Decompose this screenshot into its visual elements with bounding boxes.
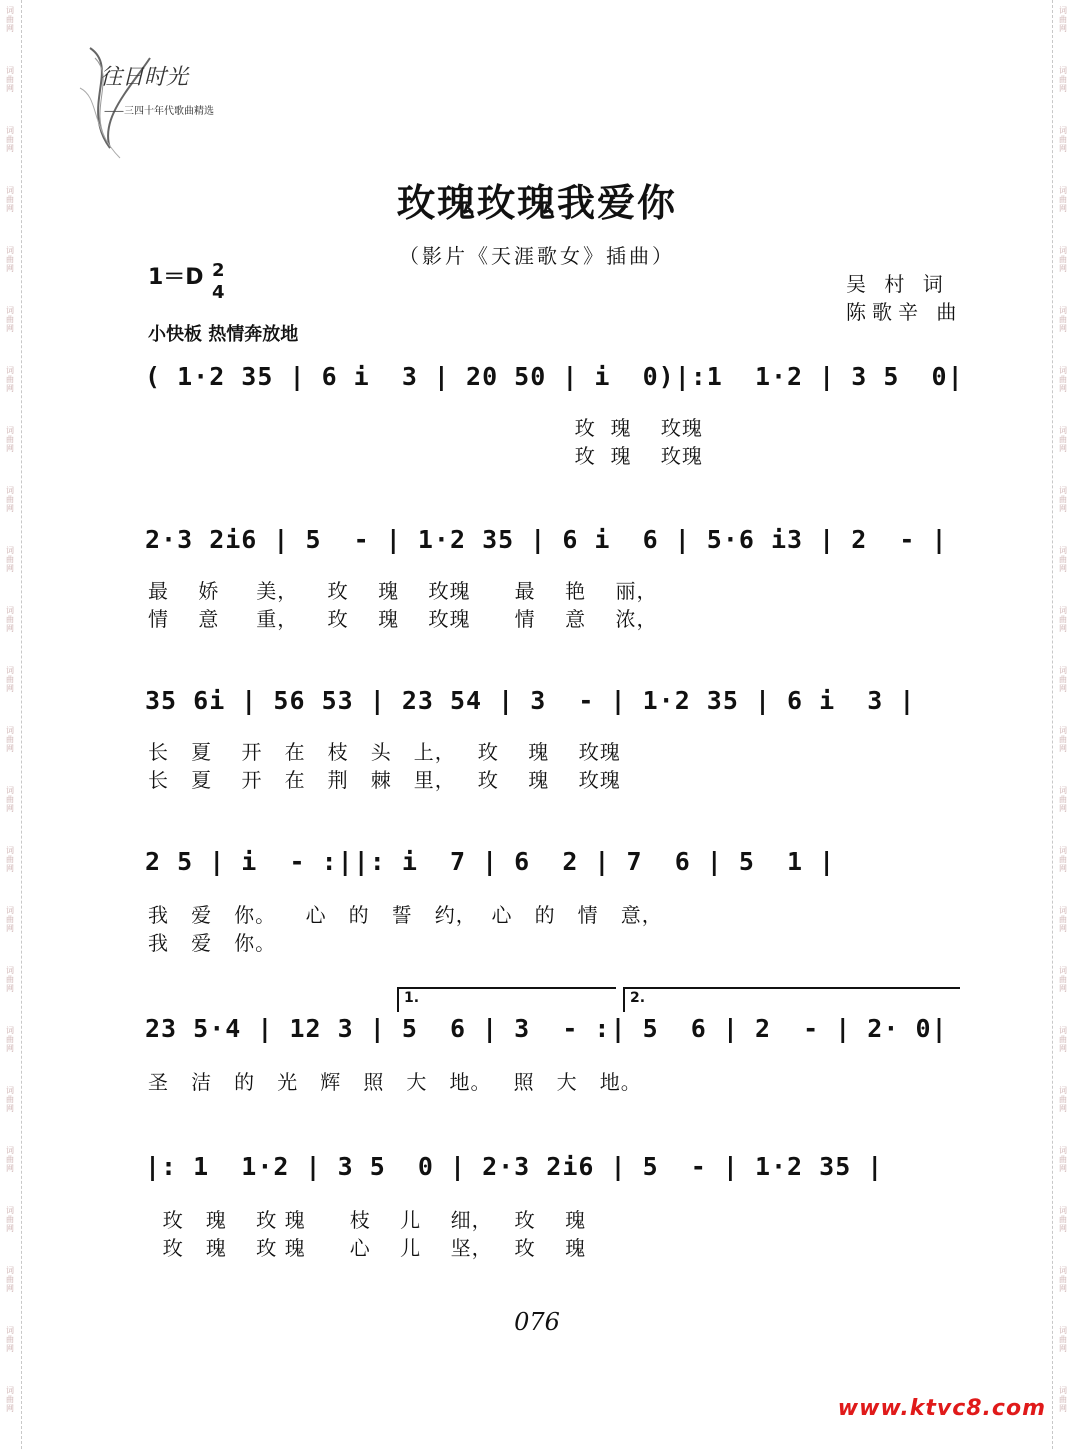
watermark-mark: 词 曲 网 — [1059, 966, 1067, 993]
volta-1-label: 1. — [404, 990, 420, 1006]
watermark-mark: 词 曲 网 — [1059, 6, 1067, 33]
watermark-mark: 词 曲 网 — [1059, 786, 1067, 813]
watermark-mark: 词 曲 网 — [1059, 1026, 1067, 1053]
lyric-line-1: 最 娇 美， 玫 瑰 玫瑰 最 艳 丽， — [148, 579, 658, 603]
watermark-mark: 词 曲 网 — [1059, 126, 1067, 153]
watermark-mark: 词 曲 网 — [6, 726, 14, 753]
notation-line: 23 5·4 | 12 3 | 5 6 | 3 - :| 5 6 | 2 - | 2· 0| — [145, 1014, 948, 1043]
watermark-mark: 词 曲 网 — [6, 846, 14, 873]
watermark-mark: 词 曲 网 — [1059, 1326, 1067, 1353]
notation-line: 2 5 | i - :||: i 7 | 6 2 | 7 6 | 5 1 | — [145, 847, 836, 876]
lyric-line-2: 玫 瑰 玫瑰 — [148, 444, 703, 468]
watermark-mark: 词 曲 网 — [6, 1386, 14, 1413]
watermark-mark: 词 曲 网 — [1059, 306, 1067, 333]
lyric-line-2: 长 夏 开 在 荆 棘 里， 玫 瑰 玫瑰 — [148, 768, 621, 792]
lyricist-credit: 吴 村 词 — [846, 272, 949, 296]
volta-brackets — [0, 984, 1074, 1014]
time-bottom: 4 — [212, 282, 225, 303]
watermark-mark: 词 曲 网 — [1059, 546, 1067, 573]
site-watermark: www.ktvc8.com — [837, 1396, 1046, 1421]
watermark-mark: 词 曲 网 — [1059, 606, 1067, 633]
watermark-mark: 词 曲 网 — [1059, 846, 1067, 873]
watermark-mark: 词 曲 网 — [1059, 1386, 1067, 1413]
watermark-mark: 词 曲 网 — [6, 306, 14, 333]
watermark-mark: 词 曲 网 — [6, 1206, 14, 1233]
lyric-line-2: 我 爱 你。 — [148, 931, 277, 955]
watermark-mark: 词 曲 网 — [1059, 66, 1067, 93]
watermark-mark: 词 曲 网 — [1059, 186, 1067, 213]
notation-line: 35 6i | 56 53 | 23 54 | 3 - | 1·2 35 | 6 i 3 | — [145, 686, 916, 715]
watermark-mark: 词 曲 网 — [1059, 906, 1067, 933]
watermark-mark: 词 曲 网 — [6, 66, 14, 93]
watermark-mark: 词 曲 网 — [6, 126, 14, 153]
watermark-mark: 词 曲 网 — [1059, 726, 1067, 753]
watermark-mark: 词 曲 网 — [6, 6, 14, 33]
watermark-mark: 词 曲 网 — [6, 546, 14, 573]
key-label: 1＝D — [148, 265, 204, 290]
watermark-mark: 词 曲 网 — [6, 666, 14, 693]
watermark-mark: 词 曲 网 — [6, 486, 14, 513]
watermark-mark: 词 曲 网 — [6, 1026, 14, 1053]
notation-line: |: 1 1·2 | 3 5 0 | 2·3 2i6 | 5 - | 1·2 35 | — [145, 1152, 884, 1181]
watermark-mark: 词 曲 网 — [6, 786, 14, 813]
watermark-mark: 词 曲 网 — [1059, 1146, 1067, 1173]
key-signature — [148, 260, 225, 303]
composer-credit: 陈歌辛 曲 — [846, 300, 963, 324]
lyric-line-1: 圣 洁 的 光 辉 照 大 地。 照 大 地。 — [148, 1070, 642, 1094]
notation-line: ( 1·2 35 | 6 i 3 | 20 50 | i 0)|:1 1·2 | 3 5 0| — [145, 362, 964, 391]
watermark-mark: 词 曲 网 — [6, 1086, 14, 1113]
watermark-mark: 词 曲 网 — [6, 1266, 14, 1293]
watermark-mark: 词 曲 网 — [6, 906, 14, 933]
time-signature — [212, 260, 225, 304]
lyric-line-1: 我 爱 你。 心 的 誓 约， 心 的 情 意， — [148, 903, 663, 927]
album-logo — [60, 28, 260, 168]
feather-logo-graphic — [60, 28, 260, 168]
page-number: 076 — [514, 1308, 560, 1336]
logo-title: 往日时光 — [100, 65, 189, 90]
watermark-mark: 词 曲 网 — [1059, 486, 1067, 513]
volta-2-label: 2. — [630, 990, 646, 1006]
watermark-mark: 词 曲 网 — [1059, 366, 1067, 393]
watermark-mark: 词 曲 网 — [1059, 1206, 1067, 1233]
lyric-line-1: 玫 瑰 玫瑰 — [148, 416, 703, 440]
tempo-marking: 小快板 热情奔放地 — [148, 324, 299, 345]
watermark-mark: 词 曲 网 — [1059, 246, 1067, 273]
watermark-mark: 词 曲 网 — [6, 966, 14, 993]
time-top: 2 — [212, 260, 225, 281]
watermark-mark: 词 曲 网 — [6, 606, 14, 633]
watermark-mark: 词 曲 网 — [1059, 666, 1067, 693]
watermark-mark: 词 曲 网 — [6, 1326, 14, 1353]
watermark-mark: 词 曲 网 — [1059, 426, 1067, 453]
song-title: 玫瑰玫瑰我爱你 — [396, 180, 677, 225]
lyric-line-1: 长 夏 开 在 枝 头 上， 玫 瑰 玫瑰 — [148, 740, 621, 764]
lyric-line-2: 玫 瑰 玫 瑰 心 儿 坚， 玫 瑰 — [148, 1236, 587, 1260]
watermark-mark: 词 曲 网 — [1059, 1266, 1067, 1293]
watermark-mark: 词 曲 网 — [6, 426, 14, 453]
watermark-mark: 词 曲 网 — [6, 186, 14, 213]
lyric-line-2: 情 意 重， 玫 瑰 玫瑰 情 意 浓， — [148, 607, 658, 631]
watermark-mark: 词 曲 网 — [6, 246, 14, 273]
lyric-line-1: 玫 瑰 玫 瑰 枝 儿 细， 玫 瑰 — [148, 1208, 587, 1232]
watermark-mark: 词 曲 网 — [6, 366, 14, 393]
notation-line: 2·3 2i6 | 5 - | 1·2 35 | 6 i 6 | 5·6 i3 | 2 - | — [145, 525, 948, 554]
logo-subtitle: ——三四十年代歌曲精选 — [104, 106, 214, 117]
song-subtitle: （影片《天涯歌女》插曲） — [399, 244, 675, 268]
watermark-mark: 词 曲 网 — [6, 1146, 14, 1173]
watermark-mark: 词 曲 网 — [1059, 1086, 1067, 1113]
